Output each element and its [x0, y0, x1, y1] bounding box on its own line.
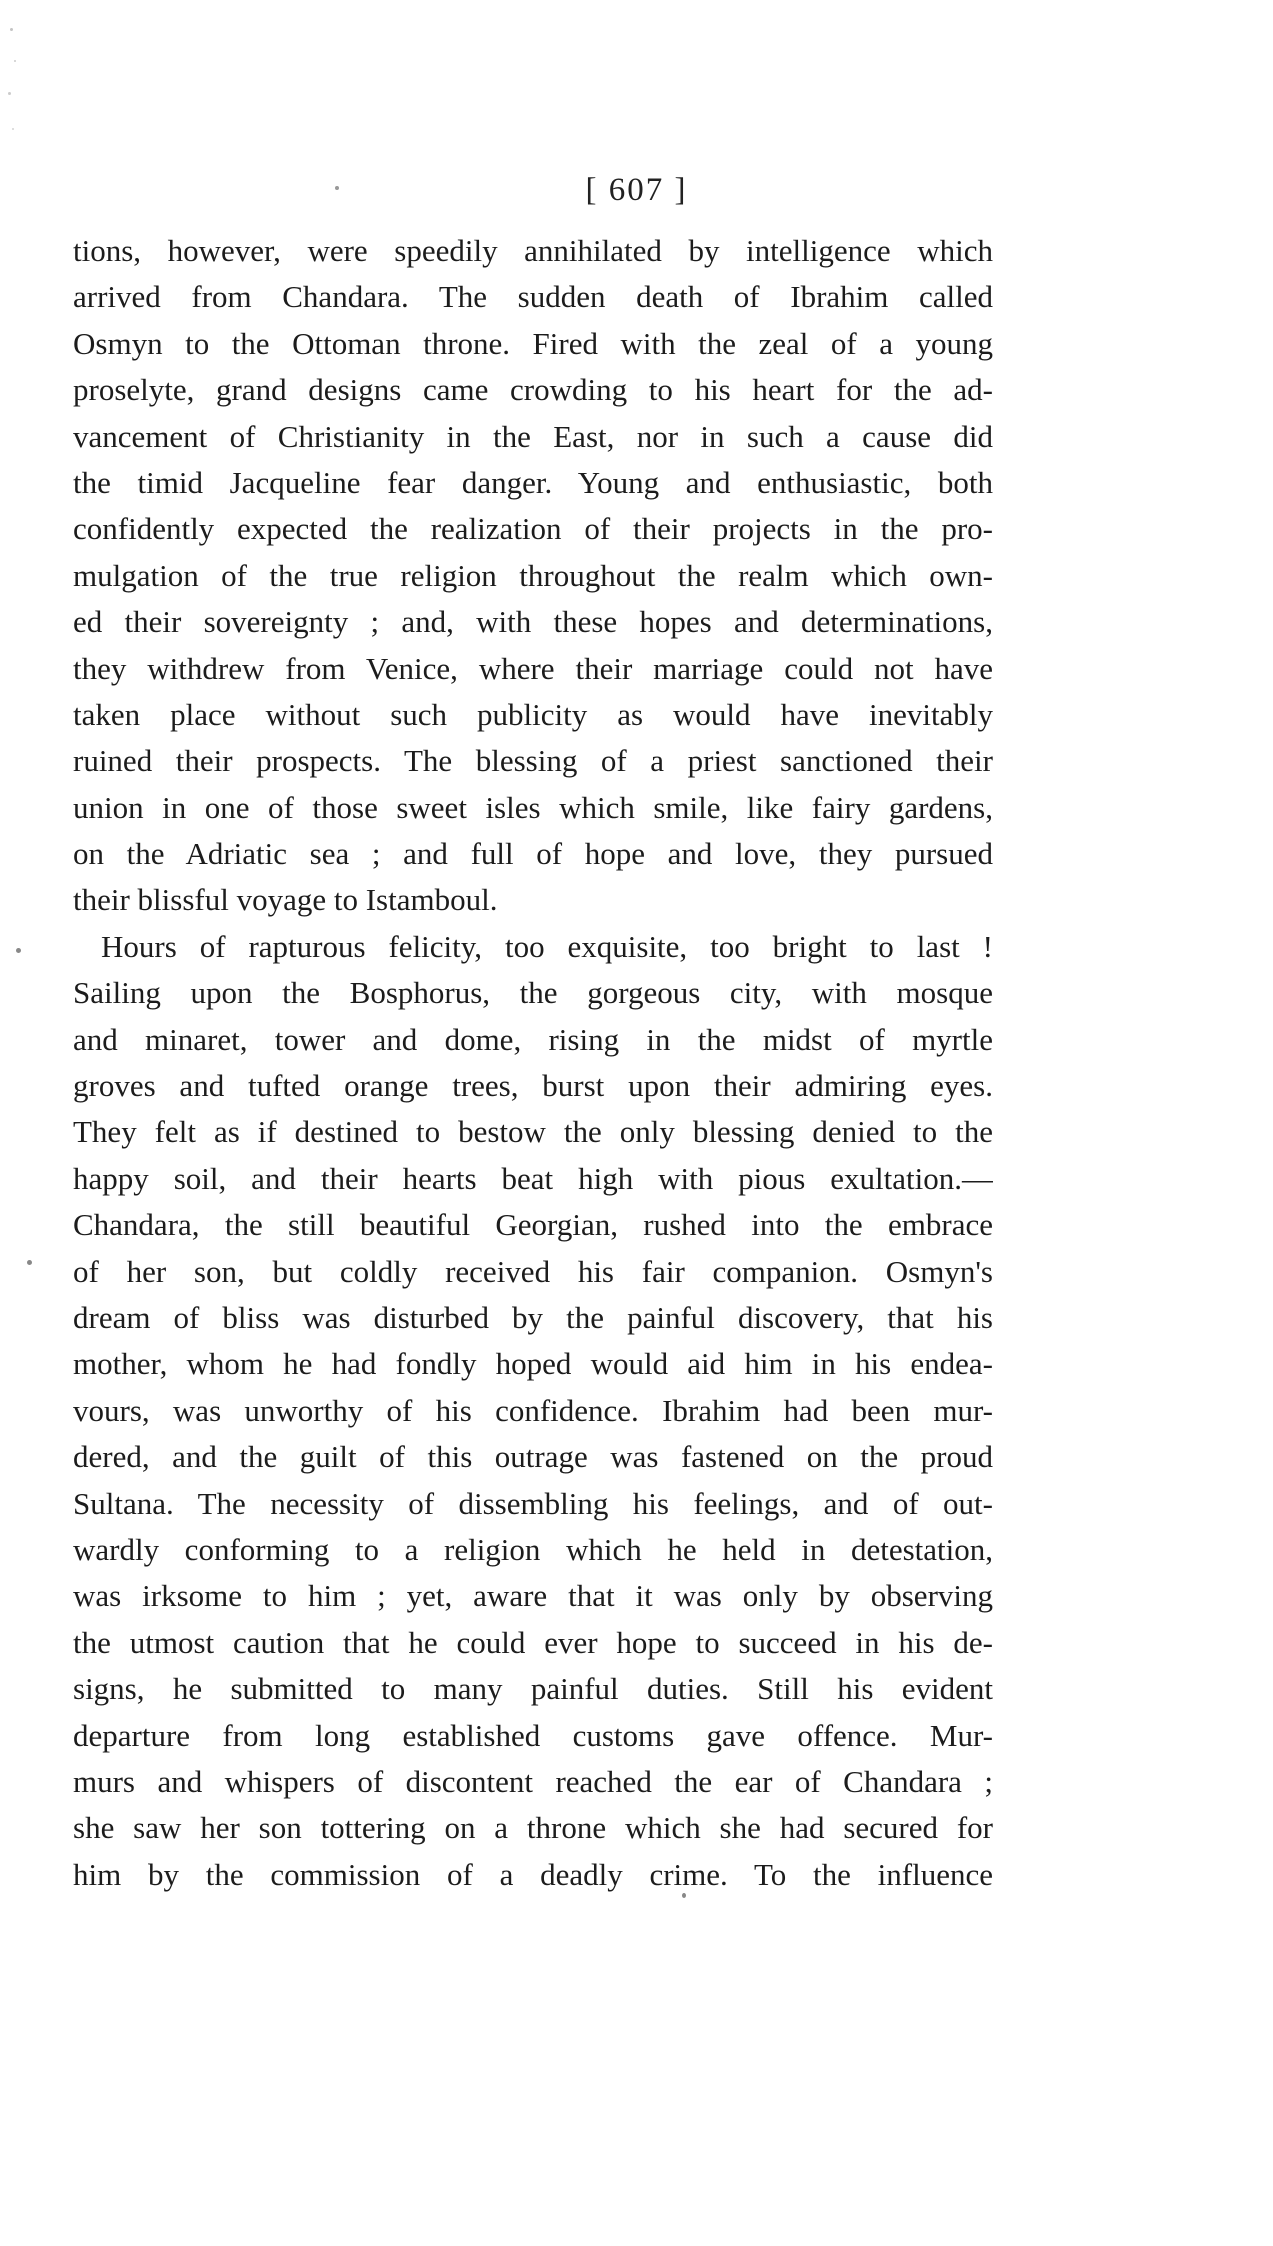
text-line: Sultana. The necessity of dissembling his feelings, and of out- [73, 1485, 993, 1521]
page-number: [ 607 ] [585, 172, 688, 208]
text-line: Hours of rapturous felicity, too exquisite, too bright to last ! [101, 928, 993, 964]
scan-speck [16, 948, 21, 953]
text-line: signs, he submitted to many painful duties. Still his evident [73, 1671, 993, 1707]
text-line: she saw her son tottering on a throne which she had secured for [73, 1810, 993, 1846]
text-line: union in one of those sweet isles which smile, like fairy gardens, [73, 789, 993, 825]
scan-speck [682, 1893, 686, 1898]
text-line: of her son, but coldly received his fair companion. Osmyn's [73, 1253, 993, 1289]
text-line: tions, however, were speedily annihilated by intelligence which [73, 233, 993, 268]
text-line: mother, whom he had fondly hoped would aid him in his endea- [73, 1346, 993, 1382]
scan-speck [12, 128, 14, 130]
text-line: Chandara, the still beautiful Georgian, rushed into the embrace [73, 1207, 993, 1243]
paragraph-2 [73, 924, 993, 1898]
text-line: confidently expected the realization of their projects in the pro- [73, 511, 993, 547]
text-line: vours, was unworthy of his confidence. Ibrahim had been mur- [73, 1392, 993, 1428]
scan-speck [14, 60, 16, 62]
text-line: ed their sovereignty ; and, with these hopes and determinations, [73, 604, 993, 640]
text-line: was irksome to him ; yet, aware that it was only by observing [73, 1578, 993, 1614]
text-line: Sailing upon the Bosphorus, the gorgeous city, with mosque [73, 975, 993, 1011]
scan-speck [27, 1260, 32, 1265]
text-line: arrived from Chandara. The sudden death of Ibrahim called [73, 279, 993, 315]
text-line: proselyte, grand designs came crowding to his heart for the ad- [73, 372, 993, 408]
text-line: happy soil, and their hearts beat high with pious exultation.— [73, 1160, 993, 1196]
text-line: groves and tufted orange trees, burst upon their admiring eyes. [73, 1068, 993, 1104]
text-line: dream of bliss was disturbed by the painful discovery, that his [73, 1299, 993, 1335]
text-line: their blissful voyage to Istamboul. [73, 882, 498, 918]
text-line: mulgation of the true religion throughout the realm which own- [73, 557, 993, 593]
text-line: wardly conforming to a religion which he held in detestation, [73, 1531, 993, 1567]
scan-speck [8, 92, 11, 95]
text-line: they withdrew from Venice, where their marriage could not have [73, 650, 993, 686]
text-line: They felt as if destined to bestow the only blessing denied to the [73, 1114, 993, 1150]
text-line: on the Adriatic sea ; and full of hope and love, they pursued [73, 836, 993, 872]
scan-speck [335, 186, 339, 190]
paragraph-1 [73, 228, 993, 924]
text-line: murs and whispers of discontent reached the ear of Chandara ; [73, 1763, 993, 1799]
scan-speck [10, 28, 13, 31]
text-line: vancement of Christianity in the East, nor in such a cause did [73, 418, 993, 454]
text-line: and minaret, tower and dome, rising in the midst of myrtle [73, 1021, 993, 1057]
text-line: taken place without such publicity as would have inevitably [73, 696, 993, 732]
text-line: ruined their prospects. The blessing of a priest sanctioned their [73, 743, 993, 779]
text-line: the utmost caution that he could ever hope to succeed in his de- [73, 1624, 993, 1660]
body-text [73, 228, 993, 1898]
text-line: him by the commission of a deadly crime. To the influence [73, 1856, 993, 1892]
text-line: Osmyn to the Ottoman throne. Fired with the zeal of a young [73, 325, 993, 361]
text-line: the timid Jacqueline fear danger. Young and enthusiastic, both [73, 464, 993, 500]
text-line: departure from long established customs gave offence. Mur- [73, 1717, 993, 1753]
text-line: dered, and the guilt of this outrage was fastened on the proud [73, 1439, 993, 1475]
